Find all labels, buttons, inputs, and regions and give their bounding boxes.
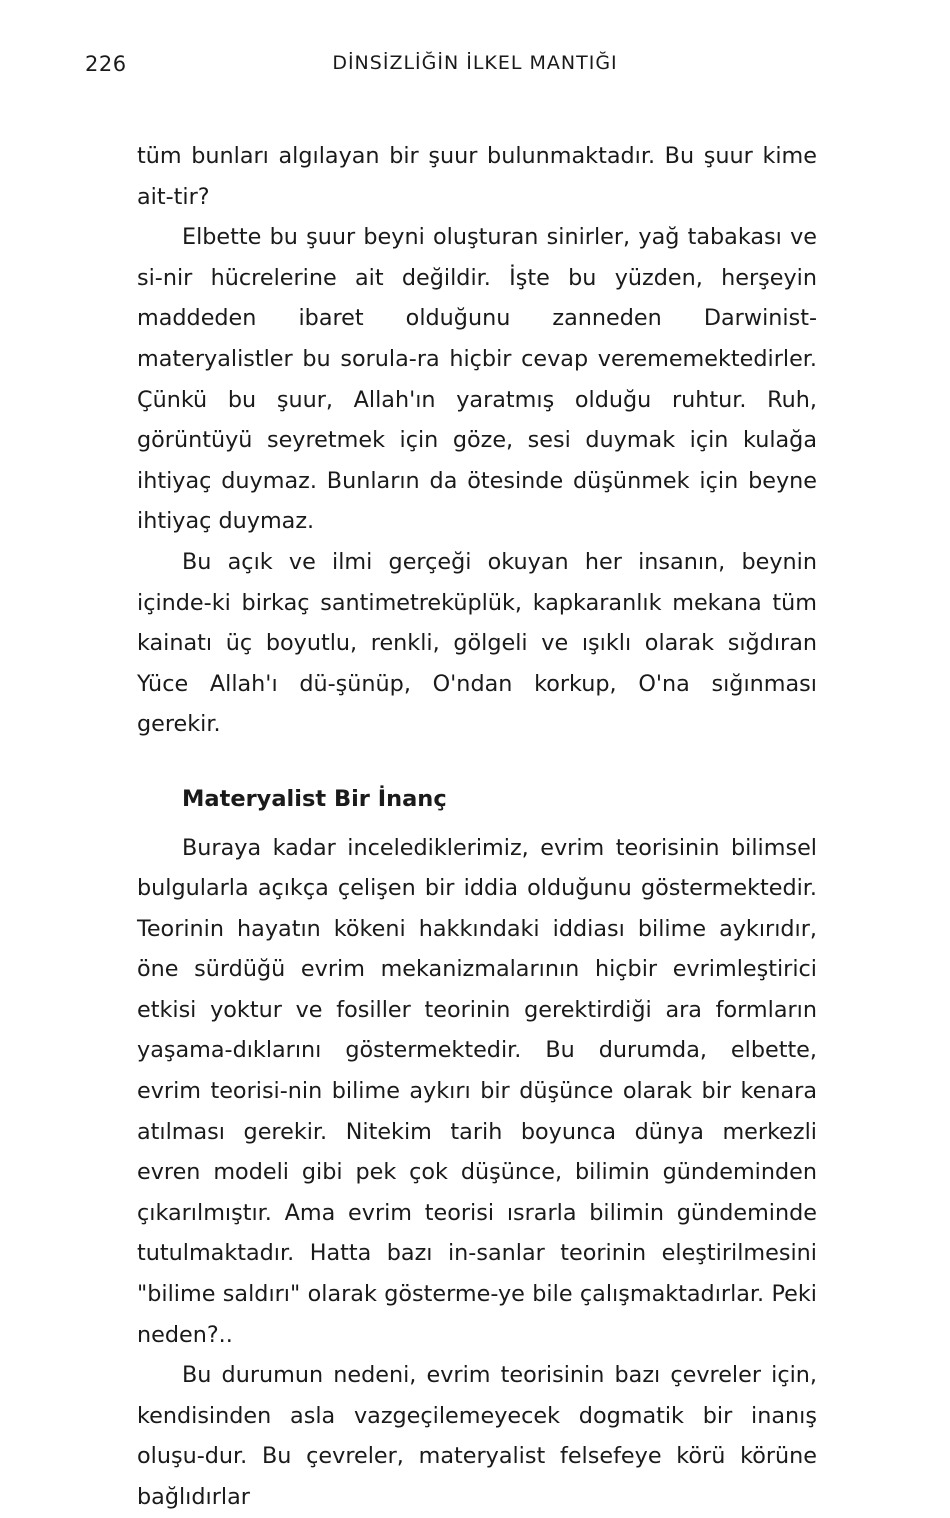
paragraph: Bu durumun nedeni, evrim teorisinin bazı çevreler için, kendisinden asla vazgeçilemeyecek dogmatik bir inanış oluşu-dur. Bu çevreler, materyalist felsefeye körü körüne bağlıdırlar xyxy=(137,1362,817,1510)
paragraph: Elbette bu şuur beyni oluşturan sinirler, yağ tabakası ve si-nir hücrelerine ait değildir. İşte bu yüzden, herşeyin maddeden ibaret olduğunu zanneden Darwinist-materyalistler bu sorula-ra hiçbir cevap verememektedirler. Çünkü bu şuur, Allah'ın yaratmış olduğu ruhtur. Ruh, görüntüyü seyretmek için göze, sesi duymak için kulağa ihtiyaç duymaz. Bunların da ötesinde düşünmek için beyne ihtiyaç duymaz. xyxy=(137,224,817,535)
page-number: 226 xyxy=(85,52,127,76)
page-body xyxy=(137,136,817,1518)
paragraph: tüm bunları algılayan bir şuur bulunmaktadır. Bu şuur kime ait-tir? xyxy=(137,143,817,210)
section-heading: Materyalist Bir İnanç xyxy=(182,785,447,812)
paragraph: Buraya kadar incelediklerimiz, evrim teorisinin bilimsel bulgularla açıkça çelişen bir iddia olduğunu göstermektedir. Teorinin hayatın kökeni hakkındaki iddiası bilime aykırıdır, öne sürdüğü evrim mekanizmalarının hiçbir evrimleştirici etkisi yoktur ve fosiller teorinin gerektirdiği ara formların yaşama-dıklarını göstermektedir. Bu durumda, elbette, evrim teorisi-nin bilime aykırı bir düşünce olarak bir kenara atılması gerekir. Nitekim tarih boyunca dünya merkezli evren modeli gibi pek çok düşünce, bilimin gündeminden çıkarılmıştır. Ama evrim teorisi ısrarla bilimin gündeminde tutulmaktadır. Hatta bazı in-sanlar teorinin eleştirilmesini "bilime saldırı" olarak gösterme-ye bile çalışmaktadırlar. Peki neden?.. xyxy=(137,834,817,1348)
running-title: DİNSİZLİĞİN İLKEL MANTIĞI xyxy=(332,52,618,74)
paragraph: Bu açık ve ilmi gerçeği okuyan her insanın, beynin içinde-ki birkaç santimetreküplük, kapkaranlık mekana tüm kainatı üç boyutlu, renkli, gölgeli ve ışıklı olarak sığdıran Yüce Allah'ı dü-şünüp, O'ndan korkup, O'na sığınması gerekir. xyxy=(137,548,817,738)
page-header xyxy=(0,52,950,84)
